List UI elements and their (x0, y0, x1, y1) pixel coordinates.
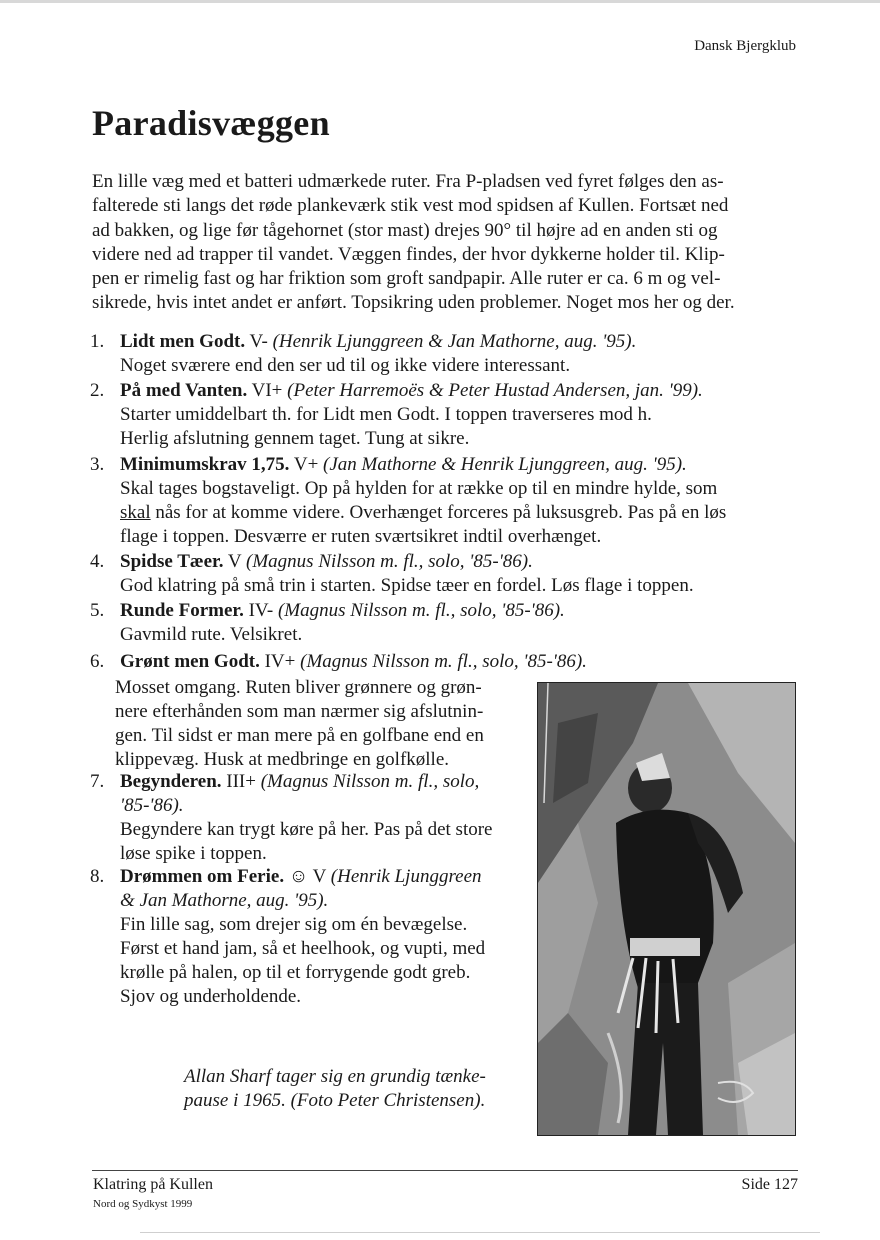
route-description: Gavmild rute. Velsikret. (120, 624, 303, 645)
route-number: 5. (90, 600, 105, 621)
route-number: 4. (90, 551, 105, 572)
route-number: 2. (90, 380, 105, 401)
route-name: Minimumskrav 1,75. (120, 454, 290, 475)
route-item (90, 453, 800, 549)
smiley-icon: ☺ (284, 866, 309, 887)
route-number: 6. (90, 651, 105, 672)
route-credit: (Magnus Nilsson m. fl., solo, '85-'86). (246, 551, 533, 572)
route-name: Runde Former. (120, 600, 244, 621)
route-description: flage i toppen. Desværre er ruten sværtsikret indtil overhænget. (120, 526, 602, 547)
route-grade: III+ (221, 771, 261, 792)
intro-line: falterede sti langs det røde plankeværk stik vest mod spidsen af Kullen. Fortsæt ned (92, 195, 729, 217)
route-description: Sjov og underholdende. (120, 986, 302, 1007)
route-name: På med Vanten. (120, 380, 248, 401)
route-description (120, 501, 800, 525)
route-description: Skal tages bogstaveligt. Op på hylden for at række op til en mindre hylde, som (120, 478, 718, 499)
route-credit: '85-'86). (120, 795, 184, 816)
header-club-name: Dansk Bjergklub (694, 38, 796, 54)
route-grade: V+ (289, 454, 324, 475)
caption-line: pause i 1965. (Foto Peter Christensen). (184, 1090, 486, 1111)
route-grade: V (223, 551, 247, 572)
route-description: God klatring på små trin i starten. Spidse tæer en fordel. Løs flage i toppen. (120, 575, 694, 596)
route-credit: (Henrik Ljunggreen & Jan Mathorne, aug. '95). (272, 331, 637, 352)
page-title: Paradisvæggen (92, 103, 330, 143)
route-description: Herlig afslutning gennem taget. Tung at sikre. (120, 428, 470, 449)
climber-photo (537, 682, 796, 1136)
intro-line: ad bakken, og lige før tågehornet (stor mast) drejes 90° til højre ad en anden sti og (92, 219, 718, 241)
footer-subtitle: Nord og Sydkyst 1999 (93, 1198, 193, 1210)
intro-line: videre ned ad trapper til vandet. Væggen findes, der hvor dykkerne holder til. Klip- (92, 243, 725, 265)
route-name: Drømmen om Ferie. (120, 866, 285, 887)
route-credit: (Jan Mathorne & Henrik Ljunggreen, aug. '95). (323, 454, 687, 475)
route-description: klippevæg. Husk at medbringe en golfkølle. (115, 749, 450, 770)
route-item (90, 550, 800, 598)
route-grade: IV- (243, 600, 278, 621)
route-grade: VI+ (247, 380, 288, 401)
intro-line: sikrede, hvis intet andet er anført. Topsikring uden problemer. Noget mos her og der. (92, 292, 735, 314)
route-description: Begyndere kan trygt køre på her. Pas på det store (120, 819, 493, 840)
footer-divider (92, 1170, 798, 1171)
route-description: gen. Til sidst er man mere på en golfbane end en (115, 725, 484, 746)
photo-caption (184, 1065, 486, 1113)
route-number: 1. (90, 331, 105, 352)
route-name: Grønt men Godt. (120, 651, 260, 672)
route-description: Først et hand jam, så et heelhook, og vupti, med (120, 938, 486, 959)
route-description: Starter umiddelbart th. for Lidt men Godt. I toppen traverseres mod h. (120, 404, 652, 425)
route-description: Fin lille sag, som drejer sig om én bevægelse. (120, 914, 468, 935)
route-description: Mosset omgang. Ruten bliver grønnere og grøn- (115, 677, 482, 698)
route-name: Begynderen. (120, 771, 222, 792)
route-description-block (115, 676, 525, 772)
underlined-word: skal (120, 502, 151, 523)
route-credit: (Henrik Ljunggreen (330, 866, 482, 887)
route-description: løse spike i toppen. (120, 843, 267, 864)
route-name: Lidt men Godt. (120, 331, 246, 352)
route-description: Noget sværere end den ser ud til og ikke videre interessant. (120, 355, 571, 376)
route-credit: (Peter Harremoës & Peter Hustad Andersen, jan. '99). (287, 380, 703, 401)
climber-photo-image (538, 683, 795, 1135)
route-description-text: nås for at komme videre. Overhænget forceres på luksusgreb. Pas på en løs (150, 502, 727, 523)
intro-line: pen er rimelig fast og har friktion som groft sandpapir. Alle ruter er ca. 6 m og vel- (92, 268, 721, 290)
route-number: 7. (90, 771, 105, 792)
route-description: krølle på halen, op til et forrygende godt greb. (120, 962, 471, 983)
route-grade: V- (245, 331, 273, 352)
intro-paragraph (92, 170, 792, 316)
route-grade: V (308, 866, 331, 887)
page-number: Side 127 (741, 1176, 798, 1193)
route-number: 8. (90, 866, 105, 887)
route-description: nere efterhånden som man nærmer sig afslutnin- (115, 701, 484, 722)
route-grade: IV+ (259, 651, 301, 672)
route-item (90, 599, 800, 647)
route-credit: (Magnus Nilsson m. fl., solo, (260, 771, 480, 792)
route-item (90, 379, 800, 451)
footer-book-title: Klatring på Kullen (93, 1176, 213, 1193)
route-credit: (Magnus Nilsson m. fl., solo, '85-'86). (300, 651, 587, 672)
intro-line: En lille væg med et batteri udmærkede ruter. Fra P-pladsen ved fyret følges den as- (92, 171, 724, 192)
scan-edge (0, 0, 880, 3)
route-item (90, 865, 520, 1009)
route-item (90, 650, 800, 674)
route-name: Spidse Tæer. (120, 551, 224, 572)
scan-edge (140, 1232, 820, 1233)
route-item (90, 770, 520, 866)
caption-line: Allan Sharf tager sig en grundig tænke- (184, 1066, 486, 1087)
route-number: 3. (90, 454, 105, 475)
route-credit: (Magnus Nilsson m. fl., solo, '85-'86). (277, 600, 565, 621)
route-credit: & Jan Mathorne, aug. '95). (120, 890, 329, 911)
route-item (90, 330, 800, 378)
